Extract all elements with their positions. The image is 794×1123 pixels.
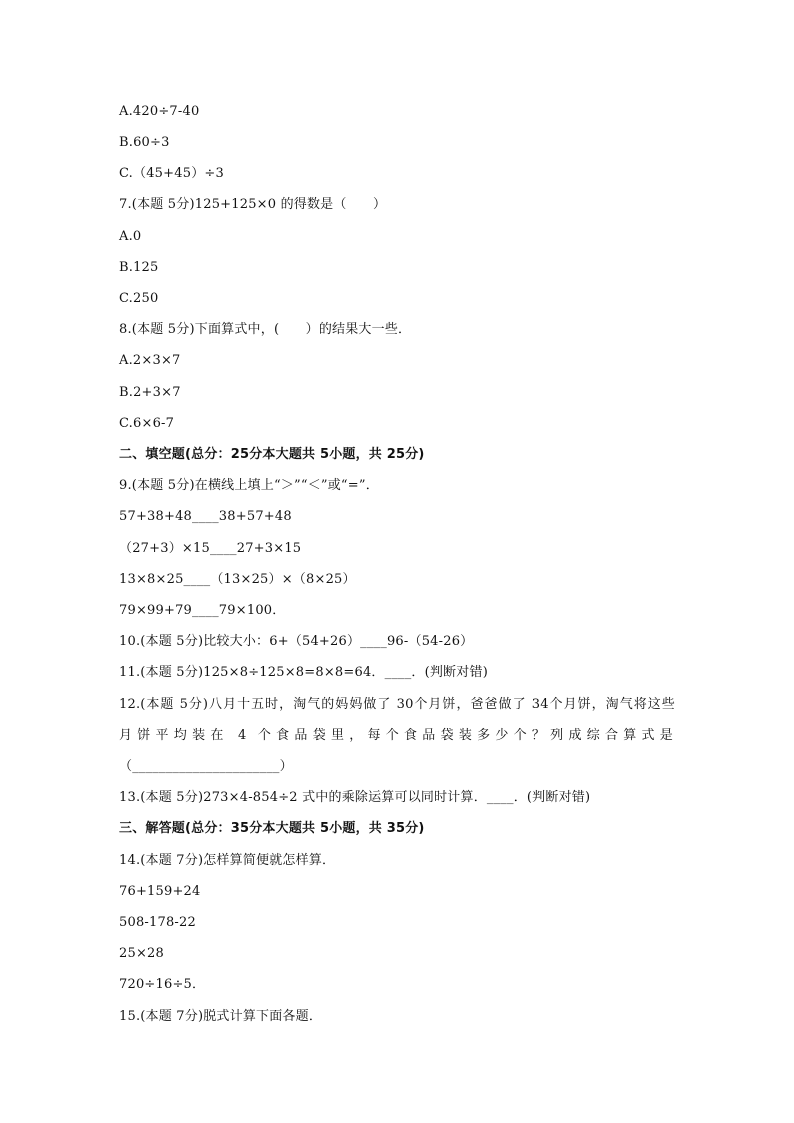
question-15: 15.(本题 7分)脱式计算下面各题． bbox=[119, 1009, 323, 1024]
question-12-line-1: 12.(本题 5分)八月十五时，淘气的妈妈做了 30个月饼，爸爸做了 34个月饼，淘气将这些 bbox=[119, 697, 675, 712]
question-13: 13.(本题 5分)273×4-854÷2 式中的乘除运算可以同时计算．____．(判断对错) bbox=[119, 790, 591, 805]
question-9: 9.(本题 5分)在横线上填上“＞”“＜”或“=”． bbox=[119, 478, 379, 493]
question-9-item-3: 13×8×25____（13×25）×（8×25） bbox=[119, 572, 356, 587]
question-14: 14.(本题 7分)怎样算简便就怎样算． bbox=[119, 853, 336, 868]
question-14-item-4: 720÷16÷5． bbox=[119, 977, 206, 992]
section-heading-fill-in: 二、填空题(总分：25分本大题共 5小题，共 25分) bbox=[119, 447, 425, 462]
question-9-item-2: （27+3）×15____27+3×15 bbox=[119, 541, 302, 556]
option-6b: B.60÷3 bbox=[119, 135, 170, 150]
option-8c: C.6×6-7 bbox=[119, 416, 175, 431]
question-8: 8.(本题 5分)下面算式中，( ）的结果大一些． bbox=[119, 322, 412, 337]
option-7a: A.0 bbox=[119, 229, 142, 244]
question-10: 10.(本题 5分)比较大小：6+（54+26）____96-（54-26） bbox=[119, 634, 474, 649]
option-8b: B.2+3×7 bbox=[119, 385, 181, 400]
question-14-item-2: 508-178-22 bbox=[119, 915, 196, 930]
question-9-item-1: 57+38+48____38+57+48 bbox=[119, 509, 292, 524]
question-14-item-1: 76+159+24 bbox=[119, 884, 201, 899]
question-12-answer-blank[interactable]: （______________________） bbox=[119, 759, 293, 774]
option-6c: C.（45+45）÷3 bbox=[119, 166, 224, 181]
question-12-line-2: 月饼平均装在 4 个食品袋里，每个食品袋装多少个？列成综合算式是 bbox=[119, 728, 675, 743]
option-7b: B.125 bbox=[119, 260, 159, 275]
option-8a: A.2×3×7 bbox=[119, 353, 181, 368]
question-14-item-3: 25×28 bbox=[119, 946, 164, 961]
question-7: 7.(本题 5分)125+125×0 的得数是（ ） bbox=[119, 197, 387, 212]
option-7c: C.250 bbox=[119, 291, 159, 306]
question-9-item-4: 79×99+79____79×100． bbox=[119, 603, 286, 618]
option-6a: A.420÷7-40 bbox=[119, 104, 200, 119]
question-11: 11.(本题 5分)125×8÷125×8=8×8=64．____．(判断对错) bbox=[119, 665, 488, 680]
section-heading-solve: 三、解答题(总分：35分本大题共 5小题，共 35分) bbox=[119, 821, 425, 836]
